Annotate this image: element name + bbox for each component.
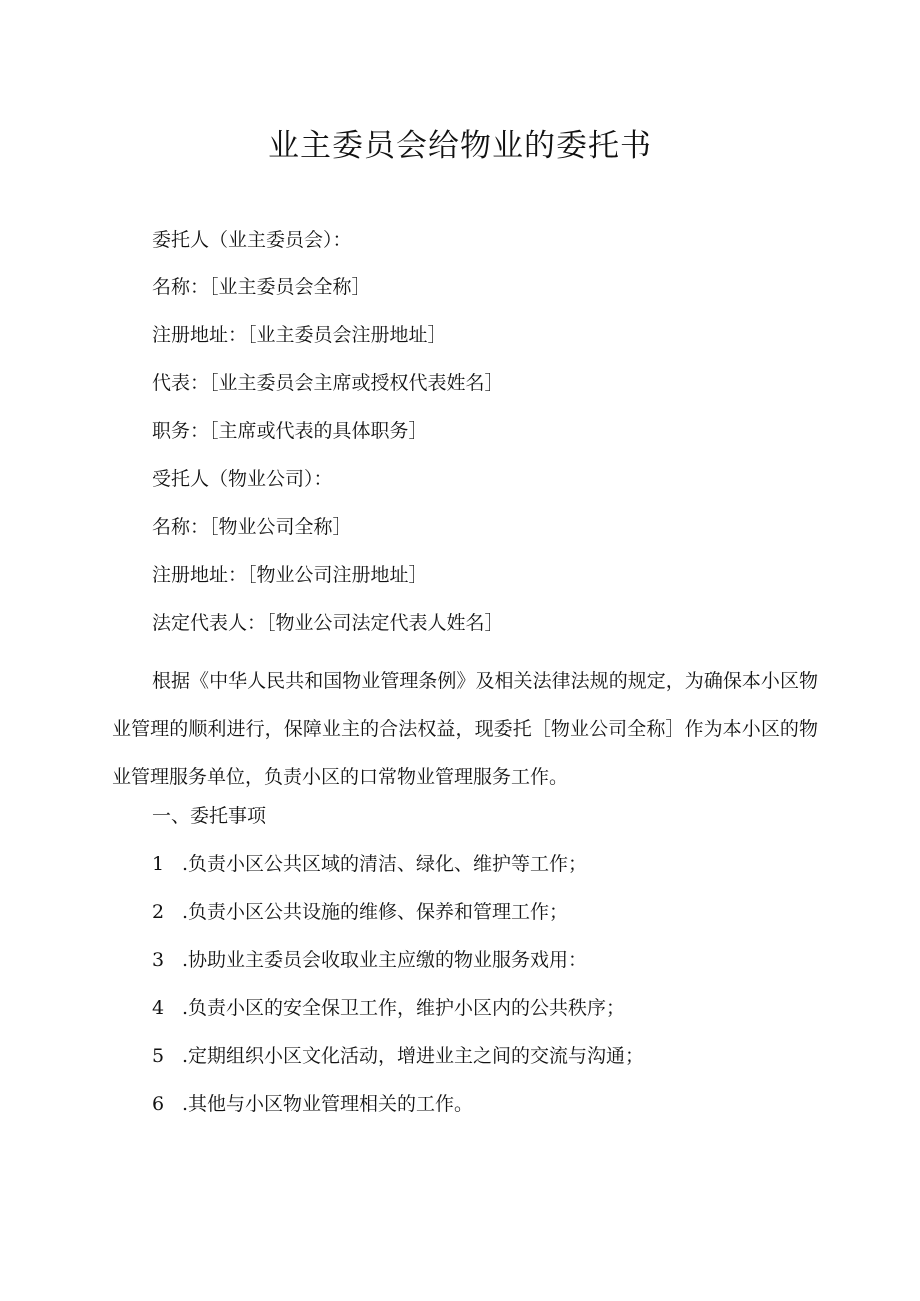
- agent-heading: 受托人（物业公司）：: [152, 468, 333, 490]
- list-item: [152, 995, 625, 1021]
- document-title: 业主委员会给物业的委托书: [268, 128, 652, 164]
- list-item: [152, 947, 587, 973]
- list-item-text: .定期组织小区文化活动，增进业主之间的交流与沟通；: [182, 1045, 645, 1067]
- principal-representative-line: 代表：［业主委员会主席或授权代表姓名］: [152, 372, 504, 394]
- list-item-number: 1: [152, 853, 165, 875]
- principal-name-line: 名称：［业主委员会全称］: [152, 276, 371, 298]
- list-item: [152, 899, 568, 925]
- list-item-text: .其他与小区物业管理相关的工作。: [182, 1093, 474, 1115]
- principal-address-line: 注册地址：［业主委员会注册地址］: [152, 324, 447, 346]
- list-item-number: 4: [152, 997, 165, 1019]
- principal-heading: 委托人（业主委员会）：: [152, 229, 352, 251]
- list-item-text: .负责小区公共设施的维修、保养和管理工作；: [182, 901, 569, 923]
- list-item-text: .协助业主委员会收取业主应缴的物业服务戏用：: [182, 949, 588, 971]
- list-item-number: 6: [152, 1093, 165, 1115]
- principal-position-line: 职务：［主席或代表的具体职务］: [152, 420, 428, 442]
- list-item-text: .负责小区公共区域的清洁、绿化、维护等工作；: [182, 853, 588, 875]
- list-item: [152, 1091, 473, 1117]
- list-item: [152, 1043, 644, 1069]
- list-item-number: 5: [152, 1045, 165, 1067]
- intro-paragraph: 根据《中华人民共和国物业管理条例》及相关法律法规的规定，为确保本小区物业管理的顺利进行，保障业主的合法权益，现委托［物业公司全称］作为本小区的物业管理服务单位，负责小区的口常物业管理服务工作。: [112, 670, 818, 788]
- list-item: [152, 851, 587, 877]
- agent-name-line: 名称：［物业公司全称］: [152, 516, 352, 538]
- agent-address-line: 注册地址：［物业公司注册地址］: [152, 564, 428, 586]
- list-item-number: 3: [152, 949, 165, 971]
- list-item-number: 2: [152, 901, 165, 923]
- list-item-text: .负责小区的安全保卫工作，维护小区内的公共秩序；: [182, 997, 626, 1019]
- agent-legal-rep-line: 法定代表人：［物业公司法定代表人姓名］: [152, 612, 504, 634]
- section1-heading: 一、委托事项: [152, 805, 267, 827]
